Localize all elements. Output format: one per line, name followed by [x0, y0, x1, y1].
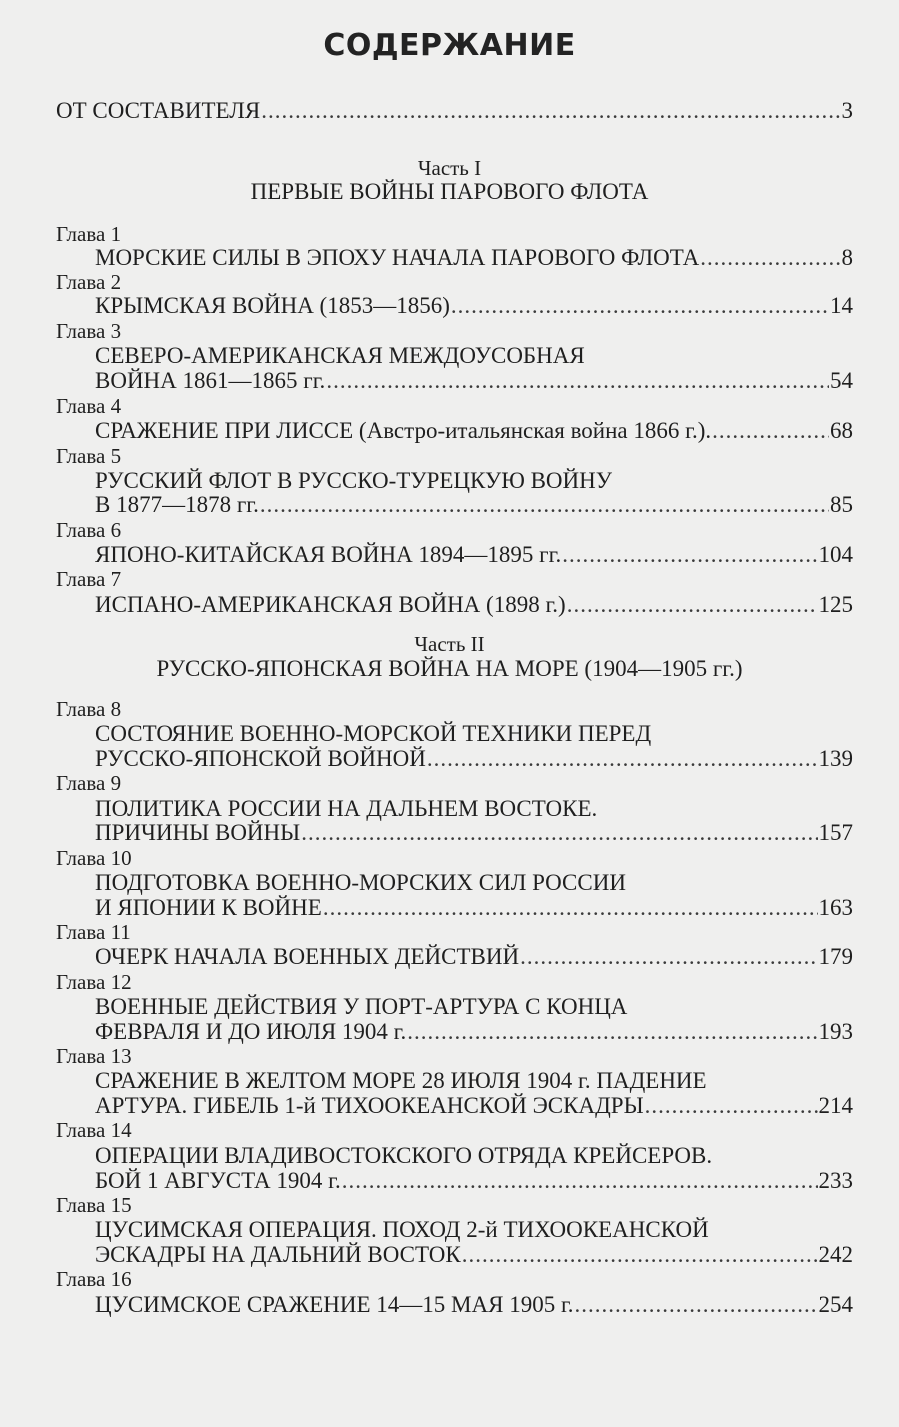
entry-title: В 1877—1878 гг. — [95, 492, 259, 517]
entry-page: 85 — [830, 492, 853, 517]
entry-page: 214 — [818, 1093, 853, 1118]
toc-entry[interactable] — [95, 1292, 853, 1318]
entry-title-line: СЕВЕРО-АМЕРИКАНСКАЯ МЕЖДОУСОБНАЯ — [95, 343, 585, 368]
toc-entry[interactable] — [95, 895, 853, 921]
toc-entry[interactable] — [95, 820, 853, 846]
part-title: РУССКО-ЯПОНСКАЯ ВОЙНА НА МОРЕ (1904—1905 гг.) — [156, 656, 743, 681]
dot-leader — [520, 944, 817, 970]
entry-title-line: ВОЕННЫЕ ДЕЙСТВИЯ У ПОРТ-АРТУРА С КОНЦА — [95, 994, 628, 1019]
entry-title: ФЕВРАЛЯ И ДО ИЮЛЯ 1904 г. — [95, 1019, 407, 1044]
entry-page: 163 — [818, 895, 853, 920]
toc-entry-intro[interactable] — [56, 98, 853, 124]
toc-entry[interactable] — [95, 944, 853, 970]
dot-leader — [567, 592, 818, 618]
entry-title-line: ЦУСИМСКАЯ ОПЕРАЦИЯ. ПОХОД 2-й ТИХООКЕАНСКОЙ — [95, 1217, 709, 1242]
entry-page: 157 — [818, 820, 853, 845]
entry-title: ОТ СОСТАВИТЕЛЯ — [56, 98, 261, 123]
entry-title: ОЧЕРК НАЧАЛА ВОЕННЫХ ДЕЙСТВИЙ — [95, 944, 520, 969]
toc-entry[interactable] — [95, 293, 853, 319]
entry-page: 125 — [818, 592, 853, 617]
entry-title: И ЯПОНИИ К ВОЙНЕ — [95, 895, 322, 920]
entry-page: 179 — [818, 944, 853, 969]
toc-entry[interactable] — [95, 492, 853, 518]
entry-title-line: ПОДГОТОВКА ВОЕННО-МОРСКИХ СИЛ РОССИИ — [95, 870, 626, 895]
entry-title: КРЫМСКАЯ ВОЙНА (1853—1856) — [95, 293, 450, 318]
toc-entry[interactable] — [95, 1242, 853, 1268]
chapter-label: Глава 3 — [56, 319, 122, 343]
entry-page: 139 — [818, 746, 853, 771]
dot-leader — [700, 245, 840, 271]
dot-leader — [323, 895, 818, 921]
dot-leader — [326, 368, 829, 394]
part-label: Часть I — [417, 156, 482, 180]
entry-title: ЯПОНО-КИТАЙСКАЯ ВОЙНА 1894—1895 гг. — [95, 542, 562, 567]
chapter-label: Глава 15 — [56, 1193, 132, 1217]
chapter-label: Глава 11 — [56, 920, 131, 944]
chapter-label: Глава 13 — [56, 1044, 132, 1068]
entry-page: 14 — [830, 293, 853, 318]
dot-leader — [712, 418, 829, 444]
chapter-label: Глава 9 — [56, 771, 122, 795]
toc-entry[interactable] — [95, 418, 853, 444]
dot-leader — [562, 542, 817, 568]
chapter-label: Глава 14 — [56, 1118, 132, 1142]
toc-entry[interactable] — [95, 1168, 853, 1194]
dot-leader — [575, 1292, 818, 1318]
entry-page: 233 — [818, 1168, 853, 1193]
part-label: Часть II — [414, 632, 485, 656]
entry-title-line: СРАЖЕНИЕ В ЖЕЛТОМ МОРЕ 28 ИЮЛЯ 1904 г. ПАДЕНИЕ — [95, 1068, 707, 1093]
dot-leader — [407, 1019, 817, 1045]
entry-title-line: ОПЕРАЦИИ ВЛАДИВОСТОКСКОГО ОТРЯДА КРЕЙСЕРОВ. — [95, 1143, 713, 1168]
entry-page: 193 — [818, 1019, 853, 1044]
entry-title: ЦУСИМСКОЕ СРАЖЕНИЕ 14—15 МАЯ 1905 г. — [95, 1292, 574, 1317]
toc-entry[interactable] — [95, 592, 853, 618]
entry-title: МОРСКИЕ СИЛЫ В ЭПОХУ НАЧАЛА ПАРОВОГО ФЛОТА — [95, 245, 700, 270]
dot-leader — [261, 98, 840, 124]
entry-title-line: СОСТОЯНИЕ ВОЕННО-МОРСКОЙ ТЕХНИКИ ПЕРЕД — [95, 721, 652, 746]
chapter-label: Глава 8 — [56, 697, 122, 721]
dot-leader — [462, 1242, 818, 1268]
page-title: СОДЕРЖАНИЕ — [323, 28, 576, 63]
chapter-label: Глава 4 — [56, 394, 122, 418]
toc-entry[interactable] — [95, 746, 853, 772]
dot-leader — [645, 1093, 818, 1119]
toc-entry[interactable] — [95, 368, 853, 394]
chapter-label: Глава 16 — [56, 1267, 132, 1291]
chapter-label: Глава 5 — [56, 444, 122, 468]
entry-title: ЭСКАДРЫ НА ДАЛЬНИЙ ВОСТОК — [95, 1242, 461, 1267]
entry-page: 68 — [830, 418, 853, 443]
chapter-label: Глава 7 — [56, 567, 122, 591]
entry-title: СРАЖЕНИЕ ПРИ ЛИССЕ (Австро-итальянская война 1866 г.). — [95, 418, 712, 443]
toc-entry[interactable] — [95, 1093, 853, 1119]
chapter-label: Глава 10 — [56, 846, 132, 870]
chapter-label: Глава 2 — [56, 270, 122, 294]
entry-page: 54 — [830, 368, 853, 393]
toc-entry[interactable] — [95, 542, 853, 568]
entry-title: РУССКО-ЯПОНСКОЙ ВОЙНОЙ — [95, 746, 426, 771]
chapter-label: Глава 12 — [56, 970, 132, 994]
toc-entry[interactable] — [95, 245, 853, 271]
entry-page: 8 — [841, 245, 853, 270]
dot-leader — [301, 820, 817, 846]
part-title: ПЕРВЫЕ ВОЙНЫ ПАРОВОГО ФЛОТА — [250, 179, 649, 204]
toc-entry[interactable] — [95, 1019, 853, 1045]
entry-title: ПРИЧИНЫ ВОЙНЫ — [95, 820, 301, 845]
dot-leader — [427, 746, 818, 772]
chapter-label: Глава 1 — [56, 222, 122, 246]
entry-page: 242 — [818, 1242, 853, 1267]
entry-title: АРТУРА. ГИБЕЛЬ 1-й ТИХООКЕАНСКОЙ ЭСКАДРЫ — [95, 1093, 644, 1118]
entry-page: 254 — [818, 1292, 853, 1317]
entry-title-line: РУССКИЙ ФЛОТ В РУССКО-ТУРЕЦКУЮ ВОЙНУ — [95, 468, 613, 493]
entry-title: ИСПАНО-АМЕРИКАНСКАЯ ВОЙНА (1898 г.) — [95, 592, 566, 617]
dot-leader — [342, 1168, 818, 1194]
entry-page: 3 — [841, 98, 853, 123]
dot-leader — [451, 293, 829, 319]
entry-page: 104 — [818, 542, 853, 567]
entry-title-line: ПОЛИТИКА РОССИИ НА ДАЛЬНЕМ ВОСТОКЕ. — [95, 796, 598, 821]
dot-leader — [260, 492, 829, 518]
entry-title: ВОЙНА 1861—1865 гг. — [95, 368, 326, 393]
chapter-label: Глава 6 — [56, 518, 122, 542]
entry-title: БОЙ 1 АВГУСТА 1904 г. — [95, 1168, 341, 1193]
